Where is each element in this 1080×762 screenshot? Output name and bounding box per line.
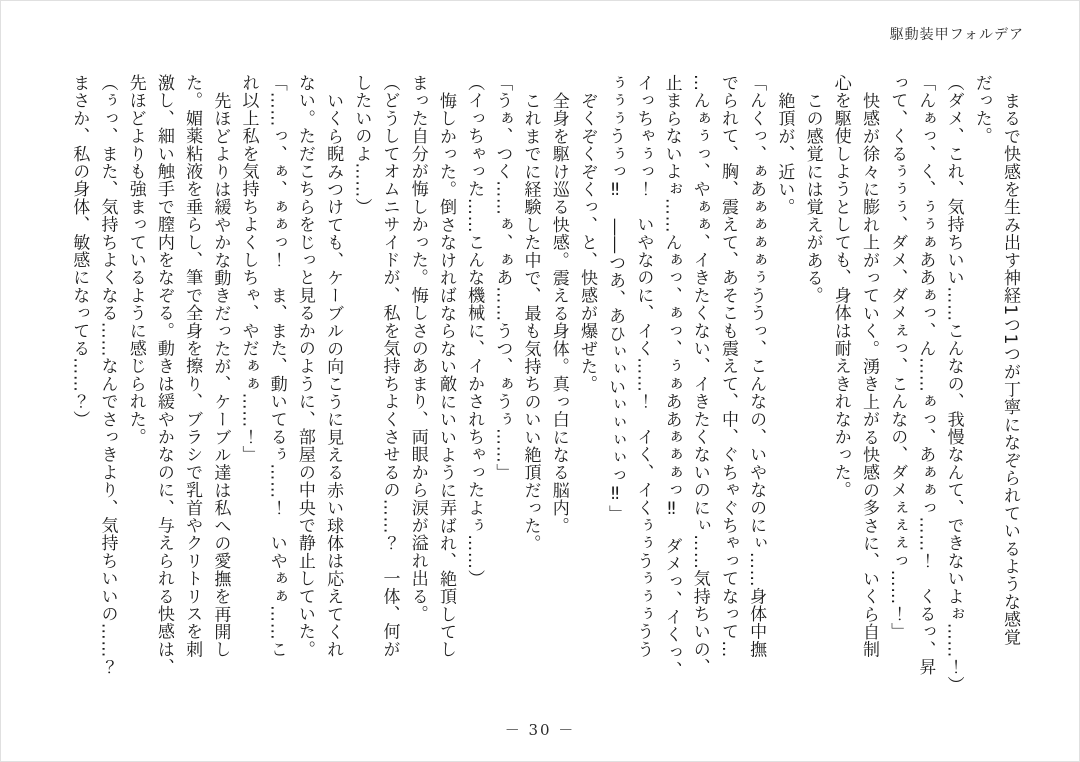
page-number: － 30 －	[504, 721, 576, 739]
text-column: （どうしてオムニサイドが、私を気持ちよくさせるの……？ 一体、何が	[379, 74, 400, 659]
text-column: この感覚には覚えがある。	[802, 91, 823, 305]
header-title: 駆動装甲フォルデア	[889, 27, 1024, 43]
text-column: ぅぅぅうぅっ‼ ――つあ、あひぃぃいぃぃぃぃっ‼」	[605, 74, 626, 523]
text-column: いくら睨みつけても、ケーブルの向こうに見える赤い球体は応えてくれ	[323, 91, 344, 659]
text-column: …んぁぅっ、やぁぁ、イきたくない、イきたくないのにぃ……気持ちいの、	[689, 74, 710, 676]
text-column: た。媚薬粘液を垂らし、筆で全身を擦り、ブラシで乳首やクリトリスを刺	[182, 74, 203, 659]
text-column: まるで快感を生み出す神経1つ1つが丁寧になぞられているような感覚	[1000, 91, 1020, 646]
text-column: 「……っ、ぁ、ぁぁっ！ ま、また、動いてるぅ……！ いやぁぁ……こ	[266, 74, 287, 659]
text-column: 快感が徐々に膨れ上がっていく。湧き上がる快感の多さに、いくら自制	[858, 91, 879, 659]
text-column: 先ほどよりは緩やかな動きだったが、ケーブル達は私への愛撫を再開し	[210, 91, 231, 659]
text-column: 止まらないよぉ……んぁっ、ぁっ、ぅぁああぁぁぁっ‼ ダメっ、イくっ、	[661, 74, 682, 679]
text-column: って、くるぅぅぅ、ダメ、ダメぇっ、こんなの、ダメぇぇぇっ……！」	[887, 74, 908, 641]
text-column: ない。ただこちらをじっと見るかのように、部屋の中央で静止していた。	[294, 74, 315, 659]
text-column: 先ほどよりも強まっているように感じられた。	[125, 74, 146, 446]
text-column: （イっちゃった……こんな機械に、イかされちゃったよぅ……）	[464, 74, 485, 588]
text-column: これまでに経験した中で、最も気持ちのいい絶頂だった。	[520, 91, 541, 552]
text-column: イっちゃぅっ！ いやなのに、イく……！ イく、イくぅぅうぅぅぅうう	[633, 74, 654, 659]
text-column: 激し、細い触手で膣内をなぞる。動きは緩やかなのに、与えられる快感は、	[153, 74, 174, 676]
text-column: （ダメ、これ、気持ちいい……こんなの、我慢なんて、できないよぉ……！）	[943, 74, 964, 694]
text-column: 絶頂が、近い。	[774, 91, 795, 216]
text-column: したいのよ……）	[351, 74, 372, 216]
text-column: 全身を駆け巡る快感。震える身体。真っ白になる脳内。	[548, 91, 569, 535]
text-column: でられて、胸、震えて、あそこも震えて、中、ぐちゃぐちゃってなって…	[717, 74, 738, 659]
text-column: まさか、私の身体、敏感になってる……？）	[69, 74, 90, 428]
text-column: ぞくぞくぞくっ、と、快感が爆ぜた。	[576, 91, 597, 393]
text-column: （ぅっ、また、気持ちよくなる……なんでさっきより、気持ちいいの……？	[97, 74, 118, 676]
text-column: まった自分が悔しかった。悔しさのあまり、両眼から涙が溢れ出る。	[407, 74, 428, 623]
text-column: 「んぁっ、く、ぅぅぁああぁっ、ん……ぁっ、あぁぁっ……！ くるっ、昇	[915, 74, 936, 676]
text-column: 心を駆使しようとしても、身体は耐えきれなかった。	[830, 74, 851, 499]
text-column: だった。	[971, 74, 992, 145]
text-column: 「んくっ、ぁあぁぁぁぁぅううっ、こんなの、いやなのにぃ……身体中撫	[746, 74, 767, 659]
text-column: 悔しかった。倒さなければならない敵にいいように弄ばれ、絶頂してし	[435, 91, 456, 659]
text-column: れ以上私を気持ちよくしちゃ、やだぁぁ……！」	[238, 74, 259, 464]
text-column: 「うぁ、つく……ぁ、ぁあ……うつ、ぁうぅ……」	[492, 74, 513, 482]
text-block	[65, 74, 1024, 696]
